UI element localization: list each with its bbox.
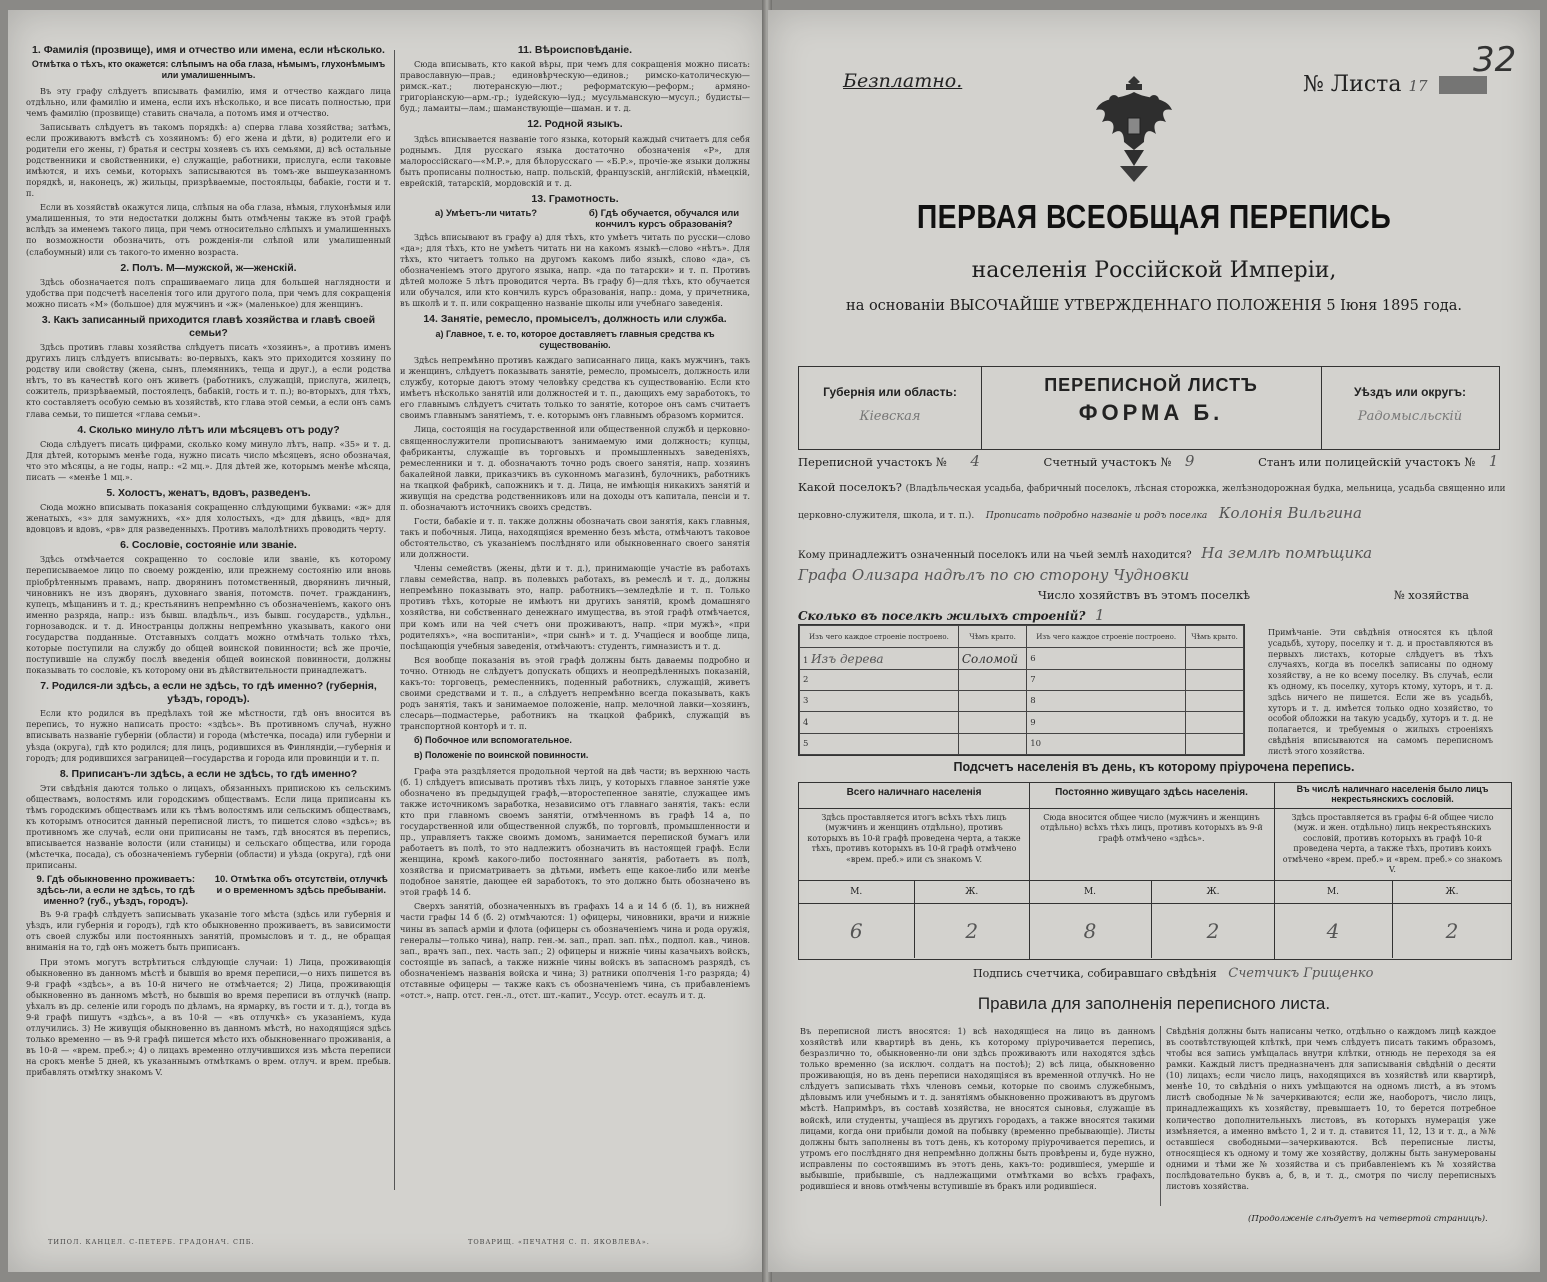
settlement-hint-2: церковно-служителя, школа, и т. п.). <box>798 511 975 521</box>
instructions-column-1 <box>26 40 391 1081</box>
column-description: Сюда вносится общее число (мужчинъ и женщинъ отдѣльно) всѣхъ тѣхъ лицъ, противъ которыхъ въ 9-й графѣ отмѣчено «здѣсь». <box>1029 809 1274 881</box>
signature-label: Подпись счетчика, собиравшаго свѣдѣнія <box>973 967 1217 980</box>
section-1-note: Отмѣтка о тѣхъ, кто окажется: слѣпымъ на оба глаза, нѣмымъ, глухонѣмымъ или умалишеннымъ. <box>31 59 386 81</box>
population-count-title: Подсчетъ населенія въ день, къ которому пріурочена перепись. <box>953 760 1355 774</box>
left-page <box>8 10 766 1272</box>
owner-label: Кому принадлежитъ означенный поселокъ или на чьей землѣ находится? <box>798 550 1192 561</box>
section-7-text: Если кто родился въ предѣлахъ той же мѣстности, гдѣ онъ вносится въ перепись, то нужно написать просто: «здѣсь». Въ противномъ случаѣ, нужно вписывать названіе губерніи (области) и города (мѣстечка, посада) или губерніи и уѣзда (округа), гдѣ кто родился; для лицъ, родившихся въ Финляндіи,—губернія и городъ; для родившихся заграницей—государства и города или провинціи и т. п. <box>26 708 391 763</box>
sheet-number-handwritten: 17 <box>1408 77 1428 95</box>
section-11-title: 11. Вѣроисповѣданіе. <box>517 44 633 56</box>
owner-line <box>798 544 1372 562</box>
table-row <box>800 691 1244 712</box>
column-header: Постоянно живущаго здѣсь населенія. <box>1029 783 1274 809</box>
counting-district-handwritten: 9 <box>1184 452 1195 470</box>
section-14-text: Сверхъ занятій, обозначенныхъ въ графахъ 14 а и 14 б (б. 1), въ нижней части графы 14 б (б. 2) отмѣчаются: 1) офицеры, чиновники, врачи и нижніе чины въ запасѣ арміи и флота (офицеры съ обозначеніемъ чина и рода оружія, генералы—только чина), напр. ген.-м. зап., прап. зап. пѣх., подпол. кав., чинов. зап., врачъ зап., пех. часть зап.; 2) офицеры и нижніе чины казачьихъ войскъ, состоящіе въ запасѣ, а также нижніе чины войскъ въ запасномъ разрядѣ, съ обозначеніемъ названія войска и чина; 3) ратники ополченія 1-го разряда; 4) отставные офицеры — также какъ съ обозначеніемъ чина, съ прибавленіемъ «отст.», напр. отст. ген.-л., отст. шт.-капит., Уссур. отст. есаулъ и т. д. <box>400 901 750 1000</box>
form-code: ФОРМА Б. <box>1078 400 1224 425</box>
male-label: М. <box>1274 881 1393 903</box>
buildings-line <box>798 606 1105 624</box>
section-6-title: 6. Сословіе, состояніе или званіе. <box>120 539 297 552</box>
settlement-handwritten: Колонія Вильгина <box>1218 504 1362 522</box>
section-12-title: 12. Родной языкъ. <box>527 118 623 131</box>
signature-handwritten: Счетчикъ Грищенко <box>1228 966 1374 981</box>
settlement-hint: (Владѣльческая усадьба, фабричный поселокъ, лѣсная сторожка, желѣзнодорожная будка, мельница, усадьба священно или <box>905 484 1506 494</box>
gubernia-cell <box>799 367 982 449</box>
permanent-male-handwritten: 8 <box>1029 904 1152 958</box>
buildings-note: Примѣчаніе. Эти свѣдѣнія относятся къ цѣлой усадьбѣ, хутору, поселку и т. д. и проставляются въ первыхъ листахъ, которые слѣдуетъ въ тѣхъ случаяхъ, когда въ поселкѣ записаны по одному хозяйству, а не ко всему поселку. Въ случаѣ, если къ одному, къ поселку, хуторъ ктому, хуторъ, и т. д. здѣсь ничего не пишется. Если же въ усадьбѣ, хуторъ и т. д. имѣется только одно хозяйство, то особой обложки на такую усадьбу, хуторъ и т. д. не полагается, и требуемыя о жилыхъ строеніяхъ свѣдѣнія вписываются на самомъ переписномъ листѣ этого хозяйства. <box>1268 628 1493 756</box>
female-label: Ж. <box>1445 887 1459 897</box>
section-5-title: 5. Холостъ, женатъ, вдовъ, разведенъ. <box>106 486 311 499</box>
table-cell: 2 <box>800 669 959 690</box>
section-13-questions <box>400 208 750 230</box>
section-5-text: Сюда можно вписывать показанія сокращенно слѣдующими буквами: «ж» для женатыхъ, «з» для замужнихъ, «х» для холостыхъ, «д» для дѣвицъ, «вд» для вдовцовъ и вдовъ, «рв» для разведенныхъ. Противъ малолѣтнихъ проводить черту. <box>26 502 391 535</box>
column-header: Всего наличнаго населенія <box>799 783 1029 809</box>
table-row <box>800 669 1244 690</box>
section-6-text: Здѣсь отмѣчается сокращенно то сословіе или званіе, къ которому переписываемое лицо по своему рожденію, или прежнему состоянію или вновь пріобрѣтеннымъ правамъ, напр. дворянинъ потомственный, дворянинъ личный, чиновникъ не изъ дворянъ, духовнаго званія, потомств. почет. гражданинъ, купецъ, мѣщанинъ и т. д.; крестьянинъ непремѣнно съ обозначеніемъ, какого онъ именно разряда, напр.: изъ бывш. владѣльч., изъ бывш. государств., удѣльн., горнозаводск. и т. д. Иностранцы должны непремѣнно указывать, какого они государства подданные. Отставныхъ солдатъ можно отмѣчать только тѣхъ, которые поступили на службу до общей воинской повинности; всѣ же прочіе, поступившіе на службу послѣ введенія общей воинской повинности, должны показывать то сословіе, къ которому они въ дѣйствительности принадлежатъ. <box>26 554 391 675</box>
form-name: ПЕРЕПИСНОЙ ЛИСТЪ <box>1044 375 1258 395</box>
households-label: Число хозяйствъ въ этомъ поселкѣ <box>1038 588 1251 602</box>
sheet-number-label: № Листа <box>1303 72 1402 97</box>
buildings-table <box>798 624 1245 756</box>
non-peasant-column <box>1274 783 1511 959</box>
section-14-a: а) Главное, т. е. то, которое доставляетъ главныя средства къ существованію. <box>435 328 715 350</box>
column-divider <box>394 50 395 1190</box>
section-13-question-a: а) Умѣетъ-ли читать? <box>434 208 538 219</box>
households-line <box>1038 588 1469 602</box>
owner-handwritten-1: На землѣ помѣщика <box>1201 544 1373 562</box>
uezd-handwritten: Радомысльскій <box>1357 409 1463 424</box>
section-14-text: Графа эта раздѣляется продольной чертой на двѣ части; въ верхнюю часть (б. 1) слѣдуетъ вписывать противъ тѣхъ лицъ, у которыхъ главное занятіе уже обозначено въ предыдущей графѣ,—второстепенное занятіе, служащее имъ также источникомъ заработка, независимо отъ главнаго занятія, такъ: если кто при главномъ своемъ занятіи, отмѣченномъ въ графѣ 14 а, по государственной или общественной службѣ, по торговлѣ, промышленности и пр., управляетъ также своимъ домомъ, занимается перепиской бумагъ или работаетъ въ полѣ, то это надлежитъ обозначить въ настоящей графѣ. Если женщина, кромѣ какого-либо постояннаго занятія, работаетъ въ полѣ, хозяйства и присматриваетъ за дѣтьми, имѣетъ еще какое-либо или менѣе подобное занятіе, дающее ей заработокъ, то это должно быть обозначено въ этой графѣ 14 б. <box>400 765 750 898</box>
section-13-title: 13. Грамотность. <box>531 192 619 205</box>
section-10-title: 10. Отмѣтка объ отсутствіи, отлучкѣ и о временномъ здѣсь пребываніи. <box>214 874 388 897</box>
printer-imprint-left: ТИПОЛ. КАНЦЕЛ. С-ПЕТЕРБ. ГРАДОНАЧ. СПБ. <box>48 1238 255 1246</box>
table-row <box>800 733 1244 754</box>
owner-line-2 <box>798 566 1189 584</box>
section-9-10-titles <box>26 874 391 907</box>
section-14-text: Члены семействъ (жены, дѣти и т. д.), принимающіе участіе въ работахъ главы семейства, напр. въ полевыхъ работахъ, въ ремеслѣ и т. д., должны непремѣнно показывать это, напр. работникъ—земледѣліе и т. п. Только противъ тѣхъ, которые не имѣютъ ни другихъ занятій, кромѣ домашняго хозяйства, ни собственнаго денежнаго имущества, въ этой графѣ отмѣчается, при комъ или на чей счетъ они проживаютъ, напр. «при мужѣ», «при родителяхъ», «на воспитаніи», «при сынѣ» и т. д. Учащіеся и вообще лица, посѣщающія учебныя заведенія, отмѣчаютъ: студентъ, гимназистъ и т. д. <box>400 563 750 651</box>
material-header: Изъ чего каждое строеніе построено. <box>1027 626 1186 648</box>
section-1-title: 1. Фамилія (прозвище), имя и отчество или имена, если нѣсколько. <box>32 44 385 56</box>
table-cell: 5 <box>800 733 959 754</box>
sheet-number <box>1303 72 1487 97</box>
printer-imprint-right: ТОВАРИЩ. «ПЕЧАТНЯ С. П. ЯКОВЛЕВА». <box>468 1238 650 1246</box>
buildings-label: Сколько въ поселкѣ жилыхъ строеній? <box>798 609 1086 623</box>
rules-text-right: Свѣдѣнія должны быть написаны четко, отдѣльно о каждомъ лицѣ каждое въ соотвѣтствующей клѣткѣ, при чемъ слѣдуетъ писать такимъ образомъ, чтобы вся запись умѣщалась внутри клѣтки, отнюдь не переходя за ея рамки. Каждый листъ предназначенъ для записыванія свѣдѣній о десяти (10) лицахъ; если число лицъ, находящихся въ хозяйствѣ или квартирѣ, менѣе 10, то свѣдѣнія о нихъ умѣщаются на одномъ листѣ, а въ этомъ листѣ свободные №№ зачеркиваются; если же, наоборотъ, число лицъ, принадлежащихъ къ хозяйству, превышаетъ 10, то берется потребное количество дополнительныхъ листовъ, въ которыхъ нумерація уже измѣняется, а именно вмѣсто 1, 2 и т. д. ставится 11, 12, 13 и т. д., а №№ оставшіеся свободными—зачеркиваются. Всѣ переписные листы, относящіеся къ одному и тому же хозяйству, должны быть занумерованы одними и тѣми же № хозяйства и съ прибавленіемъ къ № хозяйства послѣдовательно буквъ а, б, в, и т. д., смотря по числу переписныхъ листовъ хозяйства. <box>1166 1026 1496 1191</box>
table-cell: 3 <box>800 691 959 712</box>
uezd-label: Уѣздъ или округъ: <box>1353 385 1467 399</box>
section-7-title: 7. Родился-ли здѣсь, а если не здѣсь, то гдѣ именно? (губернія, уѣздъ, городъ). <box>40 680 377 706</box>
section-1-text: Записывать слѣдуетъ въ такомъ порядкѣ: а) сперва глава хозяйства; затѣмъ, если проживаютъ вмѣстѣ съ хозяиномъ: б) его жена и дѣти, в) родители его и родители его жены, г) братья и сестры хозяевъ съ ихъ семьями, д) всѣ остальные родственники и свойственники, е) служащіе, работники, прислуга, если таковые имѣются, и ихъ семьи, которыхъ записываются въ томъ-же вышеуказанномъ порядкѣ, и, наконецъ, ж) жильцы, призрѣваемые, постояльцы, бабакіе, гости и т. п. <box>26 121 391 199</box>
section-9-title: 9. Гдѣ обыкновенно проживаетъ: здѣсь-ли, а если не здѣсь, то гдѣ именно? (губ., уѣздъ, городъ). <box>36 874 196 908</box>
gubernia-label: Губернія или область: <box>823 385 957 399</box>
settlement-line-2 <box>798 504 1362 522</box>
present-female-handwritten: 2 <box>965 919 979 943</box>
section-14-c: в) Положеніе по воинской повинности. <box>414 750 589 761</box>
present-population-column <box>799 783 1030 959</box>
section-14-b: б) Побочное или вспомогательное. <box>414 735 572 746</box>
male-label: М. <box>1029 881 1152 903</box>
free-label: Безплатно. <box>843 70 963 92</box>
section-3-text: Здѣсь противъ главы хозяйства слѣдуетъ писать «хозяинъ», а противъ именъ другихъ лицъ слѣдуетъ вписывать: во-первыхъ, какъ это приходится хозяину по родству или свойству (жена, сынъ, племянникъ, теща и друг.), а если родства нѣтъ, то въ качествѣ кого онъ живетъ (работникъ, служащій, прислуга, жилецъ, сожитель, призрѣваемый, постоялецъ, бабакій, гость и т. п.); во-вторыхъ, для тѣхъ, кто составляетъ особую семью въ хозяйствѣ, кто глава этой семьи, а если онъ самъ глава семьи, то пишется «глава семьи». <box>26 342 391 419</box>
section-8-title: 8. Приписанъ-ли здѣсь, а если не здѣсь, то гдѣ именно? <box>59 767 358 780</box>
male-label: М. <box>799 881 915 903</box>
double-headed-eagle-emblem-icon <box>1090 70 1178 188</box>
section-2-title: 2. Полъ. М—мужской, ж—женскій. <box>120 261 297 274</box>
table-cell: 4 <box>800 712 959 733</box>
section-10-text: При этомъ могутъ встрѣтиться слѣдующіе случаи: 1) Лица, проживающія обыкновенно въ данномъ мѣстѣ и бывшія во время переписи,—о нихъ пишется въ 9-й графѣ «здѣсь», а въ 10-й ничего не отмѣчается; 2) Лица, проживающія обыкновенно въ данномъ мѣстѣ, но бывшія во время переписи въ отлучкѣ (напр. уѣхалъ въ др. селеніе или городъ по дѣламъ, на ярмарку, въ гости и т. д.), тогда въ 9-й графѣ пишутъ «здѣсь», а въ 10-й — «въ отлучкѣ» съ указаніемъ, куда отлучились. 3) Не живущія обыкновенно въ данномъ мѣстѣ, но находящіяся здѣсь только временно — въ 9-й графѣ пишется мѣсто ихъ обыкновеннаго проживанія, а въ 10-й — «врем. преб.»; 4) о лицахъ временно отлучившихся изъ мѣста переписи на срокъ менѣе 5 дней, къ указаннымъ отмѣткамъ о врем. отлуч. и врем. пребыв. прибавлять отмѣтку знакомъ V. <box>26 956 391 1078</box>
non-peasant-male-handwritten: 4 <box>1274 904 1393 958</box>
table-cell: 10 <box>1027 733 1186 754</box>
section-3-title: 3. Какъ записанный приходится главѣ хозяйства и главѣ своей семьи? <box>41 313 376 339</box>
section-14-text: Лица, состоящія на государственной или общественной службѣ и церковно-священнослужители прописываютъ занимаемую ими должность; купцы, фабриканты, служащіе въ торговыхъ и промышленныхъ заведеніяхъ, ремесленники и т. д. обозначаютъ точно родъ своего занятія, напр. хозяинъ бакалейной лавки, приказчикъ въ суконномъ магазинѣ, булочникъ, работникъ на ткацкой фабрикѣ, сапожникъ и т. д. Лица, не имѣющія никакихъ занятій и живущія на средства родственниковъ или на доходы отъ капитала, пенсіи и т. п. обозначаютъ источникъ своихъ средствъ. <box>400 424 750 512</box>
gubernia-handwritten: Кіевская <box>859 409 921 424</box>
stan-label: Станъ или полицейскій участокъ № <box>1258 455 1476 469</box>
settlement-label: Какой поселокъ? <box>798 480 902 494</box>
buildings-handwritten: 1 <box>1095 606 1105 624</box>
section-11-text: Сюда вписывать, кто какой вѣры, при чемъ для сокращенія можно писать: православную—прав.; единовѣрческую—единов.; римско-католическую—римск.-кат.; лютеранскую—лют.; реформатскую—реформ.; армяно-григоріанскую—арм.-гр.; іудейскую—іуд.; мусульманскую—мусул.; будисты—буд.; ламаиты—лам.; шаманствующіе—шаман. и т. д. <box>400 59 750 114</box>
section-8-text: Эти свѣдѣнія даются только о лицахъ, обязанныхъ припискою къ сельскимъ обществамъ, волостямъ или городскимъ обществамъ. Если лица приписаны къ тѣмъ городскимъ обществамъ или къ тѣмъ волостямъ или сельскимъ обществамъ, къ которымъ относится данный переписной листъ, то пишется слово «здѣсь»; въ противномъ же случаѣ, если они приписаны не тамъ, гдѣ вносятся въ перепись, вписывается названіе волости (или станицы) и сельскаго общества, или города (мѣстечка, посада), съ обозначеніемъ губерніи (области) и уѣзда (округа), гдѣ они приписаны. <box>26 782 391 871</box>
section-14-text: Здѣсь непремѣнно противъ каждаго записаннаго лица, какъ мужчинъ, такъ и женщинъ, слѣдуетъ показывать занятіе, ремесло, промыселъ, должность или службу, которые даютъ этому человѣку средства къ существованію. Если кто имѣетъ нѣсколько занятій или должностей и т. п., дающихъ ему заработокъ, то его главнымъ слѣдуетъ считать только то занятіе, которое онъ самъ считаетъ своимъ главнымъ занятіемъ, т. е. которымъ онъ главнымъ образомъ кормится. <box>400 355 750 421</box>
roof-header: Чѣмъ крыто. <box>1186 626 1244 648</box>
right-page <box>768 10 1540 1272</box>
section-2-text: Здѣсь обозначается полъ спрашиваемаго лица для большей наглядности и удобства при подсчетѣ населенія того или другого пола, при чемъ для сокращенія можно писать «М» (большое) для мужчинъ и «ж» (маленькое) для женщинъ. <box>26 276 391 309</box>
material-handwritten: Изъ дерева <box>811 651 884 666</box>
material-header: Изъ чего каждое строеніе построено. <box>800 626 959 648</box>
page-number-handwritten: 32 <box>1473 40 1517 80</box>
rules-title: Правила для заполненія переписного листа. <box>977 994 1331 1013</box>
roof-header: Чѣмъ крыто. <box>958 626 1026 648</box>
form-name-cell <box>981 367 1322 449</box>
section-14-title: 14. Занятіе, ремесло, промыселъ, должность или служба. <box>423 313 727 326</box>
roof-handwritten: Соломой <box>958 648 1026 669</box>
page-title: ПЕРВАЯ ВСЕОБЩАЯ ПЕРЕПИСЬ <box>916 198 1392 235</box>
rules-text-left: Въ переписной листъ вносятся: 1) всѣ находящіеся на лицо въ данномъ хозяйствѣ или квартирѣ въ день, къ которому пріурочивается перепись, безразлично то, обыкновенно-ли они здѣсь проживаютъ или находятся здѣсь только временно (за исключ. солдатъ на постоѣ); 2) всѣ лица, обыкновенно проживающія, но въ день переписи находящіяся въ временной отлучкѣ. Но не слѣдуетъ записывать тѣхъ членовъ семьи, которые по своимъ служебнымъ, дѣловымъ или учебнымъ и т. д. занятіямъ обыкновенно проживаютъ въ другомъ мѣстѣ. Напримѣръ, въ составѣ хозяйства, не вносятся сыновья, служащіе въ войскѣ, или студенты, учащіеся въ другихъ городахъ, а также вносятся такими лицами, когда они прибыли домой на побывку (временно пребывающіе). Листы должны быть заполнены въ тотъ день, къ которому пріурочивается перепись, и утромъ его послѣдняго дня непремѣнно должны быть провѣрены и, буде нужно, исправлены по состоявшимъ въ этотъ день, какъ-то: родившіеся, умершіе и выбывшіе, прибывшіе, съ надлежащими отмѣтками во всѣхъ графахъ, родившіеся и вновь отмѣчены вступившіе въ бракъ или родившіеся. <box>800 1026 1155 1191</box>
table-cell: 7 <box>1027 669 1186 690</box>
permanent-female-handwritten: 2 <box>1206 919 1220 943</box>
census-district-line <box>798 452 1498 470</box>
settlement-instruction: Прописать подробно названіе и родъ поселка <box>985 511 1208 521</box>
form-header-box <box>798 366 1500 450</box>
instructions-column-2 <box>400 40 750 1004</box>
table-cell: 1 Изъ дерева <box>800 648 959 669</box>
table-cell: 8 <box>1027 691 1186 712</box>
column-description: Здѣсь проставляется итогъ всѣхъ тѣхъ лицъ (мужчинъ и женщинъ отдѣльно), противъ которыхъ въ 10-й графѣ проведена черта, а также тѣхъ, противъ которыхъ въ 10-й графѣ отмѣчено «врем. преб.» или съ знакомъ V. <box>799 809 1029 881</box>
section-1-text: Въ эту графу слѣдуетъ вписывать фамилію, имя и отчество каждаго лица отдѣльно, или фамилію и имена, если ихъ нѣсколько, и все писать полностью, при чемъ фамилію (прозвище) ставить сначала, а потомъ имя и отчество. <box>26 85 391 118</box>
enumerator-signature-line <box>973 966 1373 981</box>
settlement-line <box>798 480 1506 494</box>
section-13-text: Здѣсь вписывают въ графу а) для тѣхъ, кто умѣетъ читать по русски—слово «да»; для тѣхъ, кто не умѣетъ читать ни на какомъ языкѣ—слово «нѣтъ». Для тѣхъ, кто читаетъ только на другомъ какомъ либо языкѣ, слово «да», съ обозначеніемъ этого другого языка, напр. «да по татарски» и т. п. Противъ дѣтей моложе 5 лѣтъ проводится черта. Въ графу б)—для тѣхъ, кто обучается или обучался, или кто кончилъ курсъ образованія, напр.: дома, у причетника, въ школѣ и т. п. или сокращенно названіе школы или учебнаго заведенія. <box>400 232 750 309</box>
section-14-text: Вся вообще показанія въ этой графѣ должны быть даваемы подробно и точно. Отнюдь не слѣдуетъ допускать общихъ и неопредѣленныхъ показаній, какъ-то: торговецъ, ремесленникъ, поденный работникъ, служащій, живетъ своими средствами и т. п., а слѣдуетъ непремѣнно всегда показывать, какъ родъ занятія, такъ и занимаемое положеніе, напр. мелочной лавки—хозяинъ, слесарь—подмастерье, работникъ на ткацкой фабрикѣ, служащій въ транспортной конторѣ и т. п. <box>400 654 750 732</box>
column-description: Здѣсь проставляется въ графы 6-й общее число (муж. и жен. отдѣльно) лицъ некрестьянскихъ сословій, противъ которыхъ въ графѣ 10-й проведена черта, а также тѣхъ, противъ коихъ отмѣчено «врем. преб.» и «врем. преб.» со знакомъ V. <box>1274 809 1511 881</box>
census-district-label: Переписной участокъ № <box>798 455 947 469</box>
census-district-handwritten: 4 <box>970 452 980 470</box>
household-number-label: № хозяйства <box>1393 588 1470 602</box>
section-4-text: Сюда слѣдуетъ писать цифрами, сколько кому минуло лѣтъ, напр. «35» и т. д. Для дѣтей, которымъ менѣе года, нужно писать число мѣсяцевъ, ясно обозначая, что это мѣсяцы, а не годы, напр.: «2 мц.». Для дѣтей же, которымъ менѣе мѣсяца, писать — «менѣе 1 мц.». <box>26 438 391 482</box>
continuation-note: (Продолженіе слѣдуетъ на четвертой страницѣ). <box>1248 1214 1488 1224</box>
legal-basis: на основаніи ВЫСОЧАЙШЕ УТВЕРЖДЕННАГО ПОЛОЖЕНІЯ 5 Іюня 1895 года. <box>846 298 1462 314</box>
owner-handwritten-2: Графа Олизара надѣлъ по сю сторону Чудновки <box>798 566 1190 584</box>
non-peasant-female-handwritten: 2 <box>1445 919 1459 943</box>
section-9-text: Въ 9-й графѣ слѣдуетъ записывать указаніе того мѣста (здѣсь или губернія и уѣздъ, или губернія и городъ), гдѣ кто обыкновенно проживаетъ, въ зависимости отъ своей службы или постоянныхъ занятій, промысловъ и т. д., не обращая вниманія на то, гдѣ онъ можетъ быть приписанъ. <box>26 909 391 953</box>
section-1-text: Если въ хозяйствѣ окажутся лица, слѣпыя на оба глаза, нѣмыя, глухонѣмыя или умалишенныя, то эти недостатки должны быть отмѣчены также въ этой графѣ вслѣдъ за именемъ такого лица, при чемъ относительно слѣпыхъ и умалишенныхъ по возможности обозначить, отъ рожденія-ли слѣпой или умалишенный (слабоумный) или съ такого-то именно возраста. <box>26 202 391 257</box>
population-table <box>798 782 1512 960</box>
stan-handwritten: 1 <box>1488 452 1499 470</box>
table-row <box>800 648 1244 669</box>
section-14-text: Гости, бабакіе и т. п. также должны обозначать свои занятія, какъ главныя, такъ и побочныя. Лица, находящіяся временно безъ мѣста, отмѣчаютъ таковое обстоятельство, съ указаніемъ послѣдняго или обыкновеннаго своего занятія или должности. <box>400 515 750 560</box>
column-header: Въ числѣ наличнаго населенія было лицъ некрестьянскихъ сословій. <box>1274 783 1511 809</box>
female-label: Ж. <box>1206 887 1220 897</box>
rules-divider <box>1160 1026 1161 1206</box>
table-cell: 9 <box>1027 712 1186 733</box>
permanent-population-column <box>1029 783 1275 959</box>
page-subtitle: населенія Россійской Имперіи, <box>971 258 1337 283</box>
table-cell <box>1186 648 1244 669</box>
uezd-cell <box>1321 367 1499 449</box>
table-row <box>800 712 1244 733</box>
section-12-text: Здѣсь вписывается названіе того языка, который каждый считаетъ для себя роднымъ. Для русскаго языка достаточно обозначенія «Р», для малороссійскаго—«М.Р.», для бѣлорусскаго — «Б.Р.», прочіе-же языки должны быть прописаны полностью, напр. польскій, французскій, англійскій, нѣмецкій, еврейскій, татарскій, мордовскій и т. д. <box>400 133 750 188</box>
counting-district-label: Счетный участокъ № <box>1043 455 1172 469</box>
female-label: Ж. <box>965 887 979 897</box>
section-13-question-b: б) Гдѣ обучается, обучался или кончилъ курсъ образованія? <box>588 208 740 230</box>
present-male-handwritten: 6 <box>799 904 915 958</box>
section-4-title: 4. Сколько минуло лѣтъ или мѣсяцевъ отъ роду? <box>77 423 340 436</box>
table-cell: 6 <box>1027 648 1186 669</box>
